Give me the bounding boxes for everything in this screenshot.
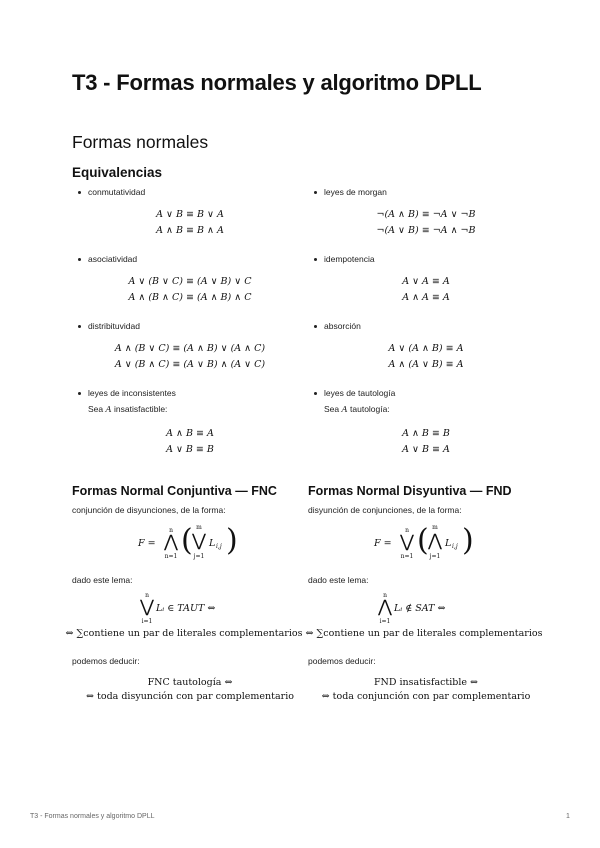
paren-open: ( [181,523,193,558]
law-formula: A ∨ (B ∧ C) ≡ (A ∨ B) ∧ (A ∨ C) [114,359,266,370]
law-condition [324,404,390,415]
outer-lower: n=1 [164,553,178,560]
law-formula: A ∨ B ≡ B [166,444,214,455]
lema-lower: i=1 [379,618,391,625]
outer-upper: n [169,527,173,534]
law-formula: A ∧ (B ∨ C) ≡ (A ∧ B) ∨ (A ∧ C) [114,343,266,354]
fnd-heading: Formas Normal Disyuntiva — FND [308,484,512,498]
law-formula: A ∨ (A ∧ B) ≡ A [388,343,464,354]
outer-upper: n [405,527,409,534]
law-formula: A ∧ (A ∨ B) ≡ A [388,359,464,370]
fnd-deduce-label: podemos deducir: [308,656,376,666]
inner-upper: m [196,524,202,531]
var-a: A [105,405,112,415]
fnc-deduce-2: ⇔ toda disyunción con par complementario [86,691,294,702]
formula-lhs: F = [138,538,156,549]
law-formula: ¬(A ∧ B) ≡ ¬A ∨ ¬B [376,209,476,220]
law-label-morgan: leyes de morgan [324,187,387,197]
footer-title: T3 - Formas normales y algoritmo DPLL [30,813,155,820]
law-formula: A ∧ B ≡ B [402,428,450,439]
inner-upper: m [432,524,438,531]
law-formula: A ∧ B ≡ A [166,428,214,439]
lema-operator: ⋁ [140,597,154,617]
sea-word: Sea [324,404,340,414]
fnc-deduce-1: FNC tautología ⇔ [147,677,233,688]
lema-lower: i=1 [141,618,153,625]
lema-expression: Lᵢ ∈ TAUT ⇔ [156,603,216,614]
law-formula: A ∨ B ≡ A [402,444,450,455]
sea-word: Sea [88,404,104,414]
outer-operator: ⋁ [400,532,414,552]
law-label-idempotencia: idempotencia [324,254,375,264]
fnc-lema [140,592,250,626]
law-label-asociatividad: asociatividad [88,254,138,264]
law-formula: A ∧ A ≡ A [402,292,450,303]
paren-close: ) [226,523,238,558]
condition-text: insatisfactible: [114,404,168,414]
fnd-lema [378,592,488,626]
law-formula: A ∧ (B ∧ C) ≡ (A ∧ B) ∧ C [128,292,252,303]
fnc-lema-label: dado este lema: [72,575,133,585]
formula-lhs: F = [374,538,392,549]
paren-close: ) [462,523,474,558]
law-formula: A ∨ B ≡ B ∨ A [156,209,224,220]
section-heading: Formas normales [72,132,209,152]
inner-lower: j=1 [193,553,205,560]
fnd-lema-label: dado este lema: [308,575,369,585]
fnd-deduce-1: FND insatisfactible ⇔ [373,677,479,688]
footer-page-number: 1 [566,813,570,820]
law-condition [88,404,167,415]
fnc-heading: Formas Normal Conjuntiva — FNC [72,484,277,498]
law-formula: A ∧ B ≡ B ∧ A [156,225,224,236]
term: L [445,538,452,549]
term-sub: i,j [452,543,458,550]
lema-expression: Lᵢ ∉ SAT ⇔ [394,603,446,614]
fnc-formula [134,524,244,564]
law-label-absorcion: absorción [324,321,361,331]
fnc-lema-line2: ⇔ ∑contiene un par de literales complementarios [65,628,303,639]
law-formula: A ∨ (B ∨ C) ≡ (A ∨ B) ∨ C [128,276,252,287]
law-label-tautologia: leyes de tautología [324,388,396,398]
var-a: A [341,405,348,415]
law-formula: ¬(A ∨ B) ≡ ¬A ∧ ¬B [376,225,476,236]
lema-operator: ⋀ [378,597,392,617]
fnd-deduce-2: ⇔ toda conjunción con par complementario [321,691,531,702]
fnc-intro: conjunción de disyunciones, de la forma: [72,505,226,515]
outer-lower: n=1 [400,553,414,560]
outer-operator: ⋀ [164,532,178,552]
lema-upper: n [145,592,149,599]
law-label-inconsistentes: leyes de inconsistentes [88,388,176,398]
law-formula: A ∨ A ≡ A [402,276,450,287]
law-label-conmutatividad: conmutatividad [88,187,146,197]
law-label-distributividad: distribituvidad [88,321,140,331]
term: L [209,538,216,549]
inner-operator: ⋁ [192,531,206,551]
fnd-intro: disyunción de conjunciones, de la forma: [308,505,462,515]
subsection-heading: Equivalencias [72,165,163,180]
inner-lower: j=1 [429,553,441,560]
term-sub: i,j [216,543,222,550]
condition-text: tautología: [350,404,390,414]
lema-upper: n [383,592,387,599]
fnc-deduce-label: podemos deducir: [72,656,140,666]
fnd-lema-line2: ⇔ ∑contiene un par de literales complementarios [305,628,543,639]
page-title: T3 - Formas normales y algoritmo DPLL [72,70,482,95]
paren-open: ( [417,523,429,558]
inner-operator: ⋀ [428,531,442,551]
fnd-formula [370,524,480,564]
